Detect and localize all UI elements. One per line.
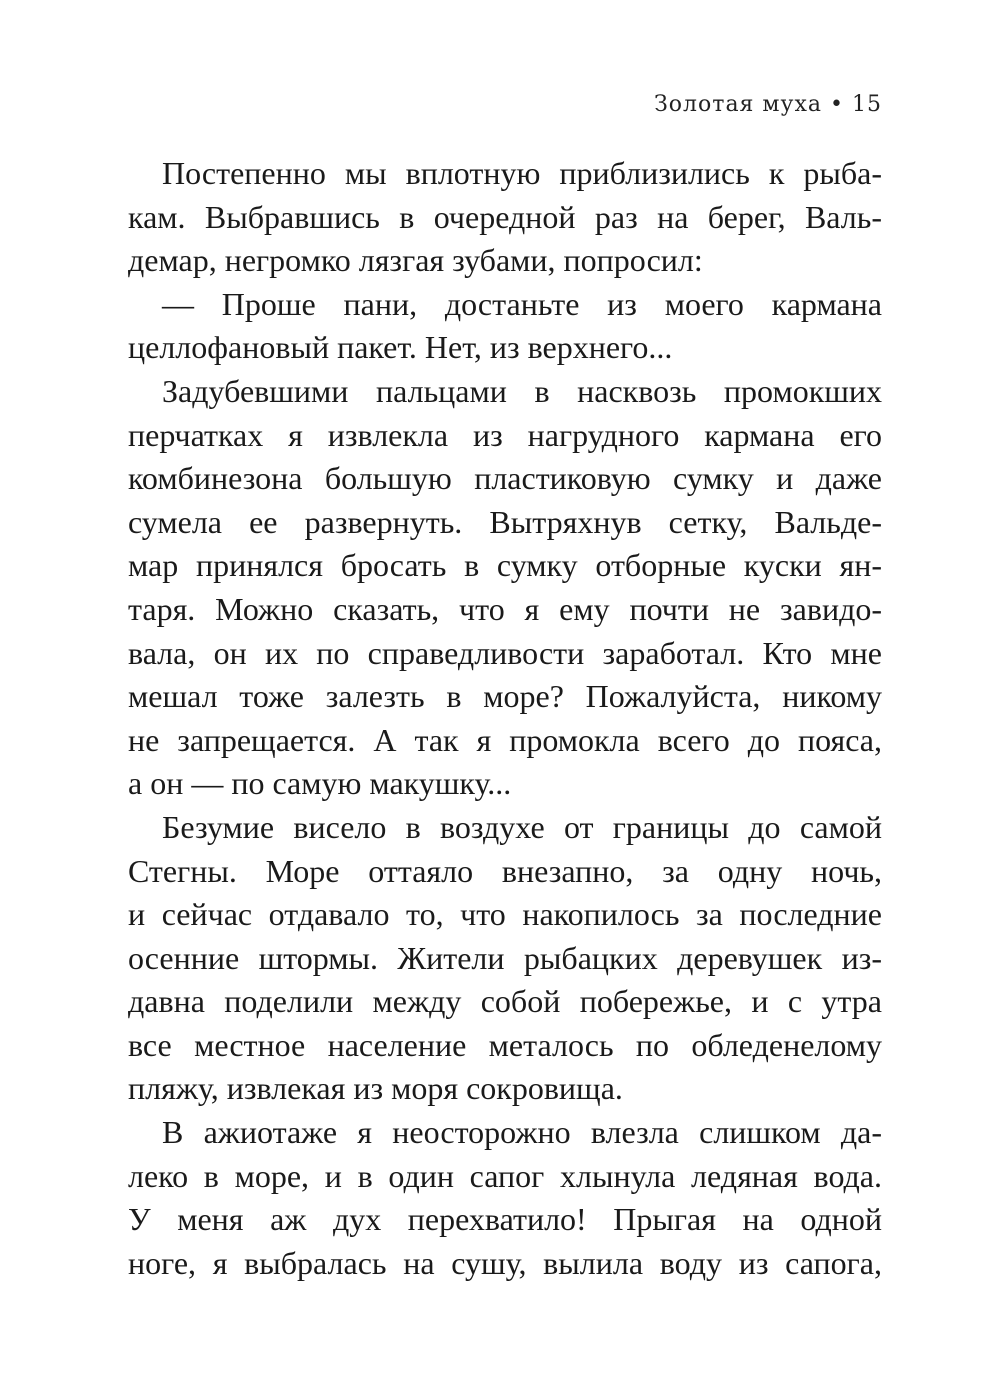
text-line: не запрещается. А так я промокла всего до пояса,: [128, 721, 882, 758]
text-line: демар, негромко лязгая зубами, попросил:: [128, 242, 703, 279]
text-line: комбинезона большую пластиковую сумку и даже: [128, 460, 882, 497]
text-line: пляжу, извлекая из моря сокровища.: [128, 1070, 623, 1107]
text-line: У меня аж дух перехватило! Прыгая на одной: [128, 1201, 882, 1238]
running-head: [654, 92, 882, 117]
text-line: а он — по самую макушку...: [128, 765, 512, 802]
body-text: [128, 152, 882, 1285]
text-line: вала, он их по справедливости заработал. Кто мне: [128, 634, 882, 671]
paragraph: [128, 283, 882, 370]
book-title: Золотая муха: [654, 92, 823, 117]
text-line: целлофановый пакет. Нет, из верхнего...: [128, 329, 673, 366]
text-line: ноге, я выбралась на сушу, вылила воду из сапога,: [128, 1244, 882, 1281]
text-line: В ажиотаже я неосторожно влезла слишком да-: [162, 1114, 882, 1151]
text-line: мешал тоже залезть в море? Пожалуйста, никому: [128, 678, 882, 715]
text-line: — Проше пани, достаньте из моего кармана: [162, 285, 882, 322]
text-line: сумела ее развернуть. Вытряхнув сетку, Вальде-: [128, 503, 882, 540]
header-separator: •: [830, 92, 844, 117]
page-number: 15: [852, 92, 882, 117]
paragraph: [128, 152, 882, 283]
paragraph: [128, 1111, 882, 1285]
text-line: мар принялся бросать в сумку отборные куски ян-: [128, 547, 882, 584]
text-line: и сейчас отдавало то, что накопилось за последние: [128, 896, 882, 933]
text-line: Стегны. Море оттаяло внезапно, за одну ночь,: [128, 852, 882, 889]
text-line: Безумие висело в воздухе от границы до самой: [162, 808, 882, 845]
text-line: давна поделили между собой побережье, и с утра: [128, 983, 882, 1020]
paragraph: [128, 806, 882, 1111]
text-line: леко в море, и в один сапог хлынула ледяная вода.: [128, 1157, 882, 1194]
text-line: таря. Можно сказать, что я ему почти не завидо-: [128, 590, 882, 627]
text-line: осенние штормы. Жители рыбацких деревушек из-: [128, 939, 882, 976]
text-line: перчатках я извлекла из нагрудного кармана его: [128, 416, 882, 453]
text-line: все местное население металось по обледенелому: [128, 1026, 882, 1063]
text-line: кам. Выбравшись в очередной раз на берег, Валь-: [128, 198, 882, 235]
paragraph: [128, 370, 882, 806]
text-line: Задубевшими пальцами в насквозь промокших: [162, 372, 882, 409]
text-line: Постепенно мы вплотную приблизились к рыба-: [162, 155, 882, 191]
